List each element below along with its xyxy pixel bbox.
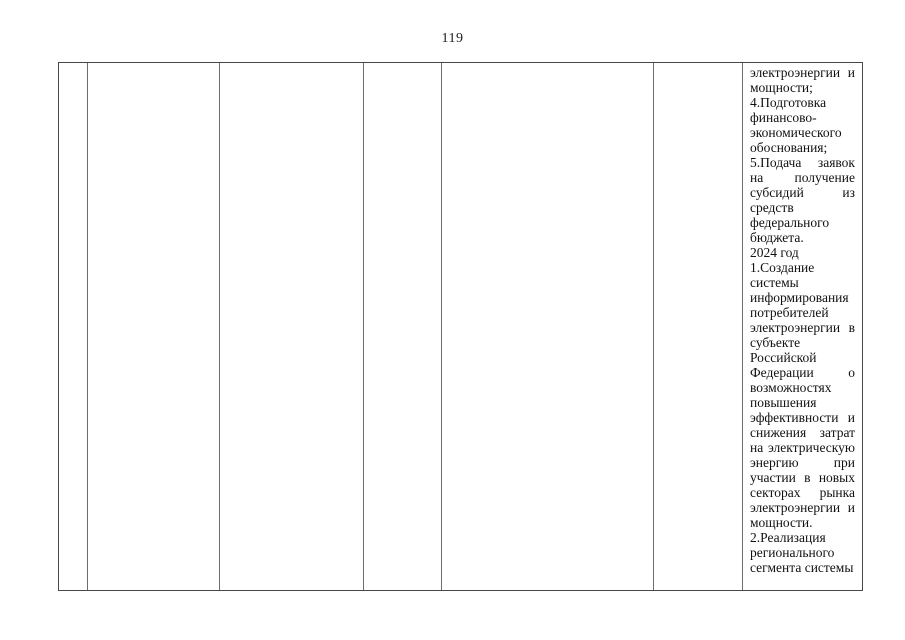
table-cell-col2-empty <box>88 63 220 590</box>
table-cell-col5-empty <box>442 63 654 590</box>
activity-paragraph: 5.Подача заявок на получение субсидий из средств федерального бюджета. <box>750 155 855 245</box>
activity-paragraph: 2.Реализация регионального сегмента системы <box>750 530 854 575</box>
table-cell-col4-empty <box>364 63 442 590</box>
document-table <box>58 62 863 591</box>
activity-paragraph: 1.Создание системы информирования потребителей электроэнергии в субъекте Российской Федерации о возможностях повышения эффективности и снижения затрат на электрическую энергию при участии в новых секторах рынка электроэнергии и мощности. <box>750 260 855 530</box>
table-cell-col3-empty <box>220 63 364 590</box>
table-cell-col1-empty <box>59 63 88 590</box>
activity-paragraph: электроэнергии и мощности; <box>750 65 855 95</box>
activity-paragraph: 4.Подготовка финансово-экономического обоснования; <box>750 95 842 155</box>
table-cell-activities <box>743 63 862 590</box>
table-cell-col6-empty <box>654 63 743 590</box>
page-number: 119 <box>441 31 464 46</box>
activity-paragraph: 2024 год <box>750 245 799 260</box>
